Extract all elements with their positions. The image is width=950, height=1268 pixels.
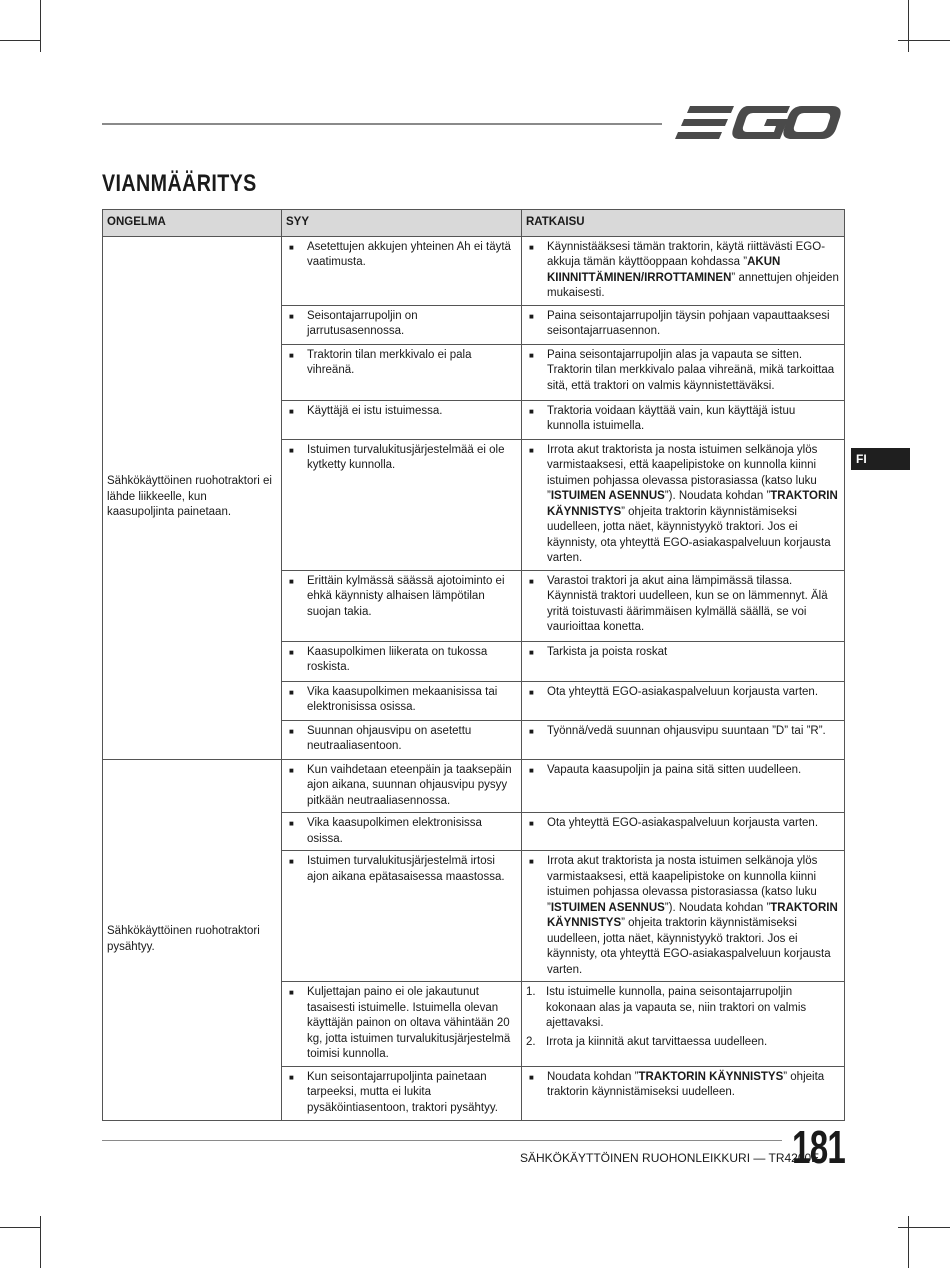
bullet-icon: ■ — [529, 1072, 534, 1082]
table-header-row — [103, 210, 845, 237]
solution-item: ■ Tarkista ja poista roskat — [526, 645, 840, 661]
column-header-cause: SYY — [282, 210, 522, 237]
solution-item: ■ Työnnä/vedä suunnan ohjausvipu suuntaan ”D” tai ”R”. — [526, 724, 840, 740]
bullet-icon: ■ — [529, 687, 534, 697]
page-number: 181 — [792, 1121, 846, 1173]
bullet-icon: ■ — [289, 350, 294, 360]
page-title: VIANMÄÄRITYS — [102, 170, 257, 197]
column-header-problem: ONGELMA — [103, 210, 282, 237]
bullet-icon: ■ — [529, 406, 534, 416]
cause-item: ■ Asetettujen akkujen yhteinen Ah ei täytä vaatimusta. — [286, 240, 517, 271]
bullet-icon: ■ — [529, 857, 534, 866]
table-row — [103, 236, 845, 305]
bullet-icon: ■ — [529, 445, 534, 455]
crop-mark — [40, 0, 41, 52]
solution-item: ■ Varastoi traktori ja akut aina lämpimässä tilassa. Käynnistä traktori uudelleen, kun se on lämmennyt. Älä yritä toistuvasti äärimmäisen kylmällä säällä, se voi vaurioittaa konetta. — [526, 574, 840, 636]
crop-mark — [908, 1216, 909, 1268]
crop-mark — [898, 1227, 950, 1228]
crop-mark — [0, 40, 40, 41]
bullet-icon: ■ — [529, 819, 534, 828]
solution-item: ■ Irrota akut traktorista ja nosta istuimen selkänoja ylös varmistaaksesi, että kaapelipistoke on kunnolla kiinni istuimen pohjassa olevassa pistorasiassa (katso luku ”ISTUIMEN ASENNUS”). Noudata kohdan ”TRAKTORIN KÄYNNISTYS” ohjeita traktorin käynnistämiseksi uudelleen, jotta näet, käynnistyykö traktori. Jos ei käynnisty, ota yhteyttä EGO-asiakaspalveluun korjausta varten. — [526, 854, 840, 978]
bullet-icon: ■ — [289, 726, 294, 736]
column-header-solution: RATKAISU — [522, 210, 845, 237]
bullet-icon: ■ — [289, 647, 294, 657]
bullet-icon: ■ — [529, 765, 534, 775]
bullet-icon: ■ — [289, 765, 294, 775]
cause-item: ■ Kun vaihdetaan eteenpäin ja taaksepäin ajon aikana, suunnan ohjausvipu pysyy pitkään neutraaliasennossa. — [286, 763, 517, 810]
solution-item: ■ Paina seisontajarrupoljin alas ja vapauta se sitten. Traktorin tilan merkkivalo palaa vihreänä, mikä tarkoittaa sitä, että traktori on valmis käynnistettäväksi. — [526, 348, 840, 395]
footer-product-title: SÄHKÖKÄYTTÖINEN RUOHONLEIKKURI — TR4200E — [520, 1151, 820, 1165]
cause-item: ■ Kuljettajan paino ei ole jakautunut tasaisesti istuimelle. Istuimella olevan käyttäjän painon on oltava vähintään 20 kg, jotta istuimen turvalukitusjärjestelmä toimisi kunnolla. — [286, 985, 517, 1063]
cause-item: ■ Käyttäjä ei istu istuimessa. — [286, 404, 517, 420]
solution-step: 1. Istu istuimelle kunnolla, paina seisontajarrupoljin kokonaan alas ja vapauta se, niin traktori on valmis ajettavaksi. — [526, 986, 807, 1029]
bullet-icon: ■ — [289, 445, 294, 455]
cause-item: ■ Kaasupolkimen liikerata on tukossa roskista. — [286, 645, 517, 676]
language-tab: FI — [851, 448, 910, 470]
crop-mark — [898, 40, 950, 41]
cause-item: ■ Suunnan ohjausvipu on asetettu neutraaliasentoon. — [286, 724, 517, 755]
bullet-icon: ■ — [289, 242, 294, 252]
solution-item: ■ Ota yhteyttä EGO-asiakaspalveluun korjausta varten. — [526, 685, 840, 701]
bullet-icon: ■ — [289, 576, 294, 586]
cause-item: ■ Kun seisontajarrupoljinta painetaan tarpeeksi, mutta ei lukita pysäköintiasentoon, traktori pysähtyy. — [286, 1070, 517, 1117]
footer-rule — [102, 1140, 782, 1141]
solution-item: ■ Irrota akut traktorista ja nosta istuimen selkänoja ylös varmistaaksesi, että kaapelipistoke on kunnolla kiinni istuimen pohjassa olevassa pistorasiassa (katso luku ”ISTUIMEN ASENNUS”). Noudata kohdan ”TRAKTORIN KÄYNNISTYS” ohjeita traktorin käynnistämiseksi uudelleen, jotta näet, käynnistyykö traktori. Jos ei käynnisty, ota yhteyttä EGO-asiakaspalveluun korjausta varten. — [526, 443, 840, 567]
solution-step: 2. Irrota ja kiinnitä akut tarvittaessa uudelleen. — [526, 1035, 768, 1048]
bullet-icon: ■ — [289, 988, 294, 997]
cause-item: ■ Istuimen turvalukitusjärjestelmä irtosi ajon aikana epätasaisessa maastossa. — [286, 854, 517, 885]
ego-logo — [672, 100, 844, 146]
problem-cell: Sähkökäyttöinen ruohotraktori ei lähde liikkeelle, kun kaasupoljinta painetaan. — [103, 236, 282, 759]
cause-item: ■ Vika kaasupolkimen mekaanisissa tai elektronisissa osissa. — [286, 685, 517, 716]
table-row — [103, 759, 845, 813]
crop-mark — [40, 1216, 41, 1268]
solution-item: ■ Käynnistääksesi tämän traktorin, käytä riittävästi EGO-akkuja tämän käyttöoppaan kohdassa ”AKUN KIINNITTÄMINEN/IRROTTAMINEN” annettujen ohjeiden mukaisesti. — [526, 240, 840, 302]
problem-cell: Sähkökäyttöinen ruohotraktori pysähtyy. — [103, 759, 282, 1120]
bullet-icon: ■ — [529, 242, 534, 252]
crop-mark — [908, 0, 909, 52]
bullet-icon: ■ — [289, 857, 294, 866]
header-rule — [102, 123, 662, 125]
solution-item: ■ Paina seisontajarrupoljin täysin pohjaan vapauttaaksesi seisontajarruasennon. — [526, 309, 840, 340]
bullet-icon: ■ — [289, 1072, 294, 1082]
cause-item: ■ Seisontajarrupoljin on jarrutusasennossa. — [286, 309, 517, 340]
solution-item: ■ Noudata kohdan ”TRAKTORIN KÄYNNISTYS” ohjeita traktorin käynnistämiseksi uudelleen. — [526, 1070, 840, 1101]
bullet-icon: ■ — [529, 726, 534, 736]
solution-item: ■ Traktoria voidaan käyttää vain, kun käyttäjä istuu kunnolla istuimella. — [526, 404, 840, 435]
solution-item: ■ Vapauta kaasupoljin ja paina sitä sitten uudelleen. — [526, 763, 840, 779]
bullet-icon: ■ — [289, 406, 294, 416]
crop-mark — [0, 1227, 40, 1228]
bullet-icon: ■ — [529, 311, 534, 321]
cause-item: ■ Erittäin kylmässä säässä ajotoiminto ei ehkä käynnisty alhaisen lämpötilan suojan takia. — [286, 574, 517, 621]
bullet-icon: ■ — [529, 350, 534, 360]
cause-item: ■ Istuimen turvalukitusjärjestelmää ei ole kytketty kunnolla. — [286, 443, 517, 474]
cause-item: ■ Vika kaasupolkimen elektronisissa osissa. — [286, 816, 517, 847]
bullet-icon: ■ — [529, 647, 534, 657]
cause-item: ■ Traktorin tilan merkkivalo ei pala vihreänä. — [286, 348, 517, 379]
bullet-icon: ■ — [289, 687, 294, 697]
bullet-icon: ■ — [529, 576, 534, 586]
bullet-icon: ■ — [289, 819, 294, 828]
bullet-icon: ■ — [289, 311, 294, 321]
solution-item: ■ Ota yhteyttä EGO-asiakaspalveluun korjausta varten. — [526, 816, 840, 832]
troubleshooting-table — [102, 209, 845, 1121]
